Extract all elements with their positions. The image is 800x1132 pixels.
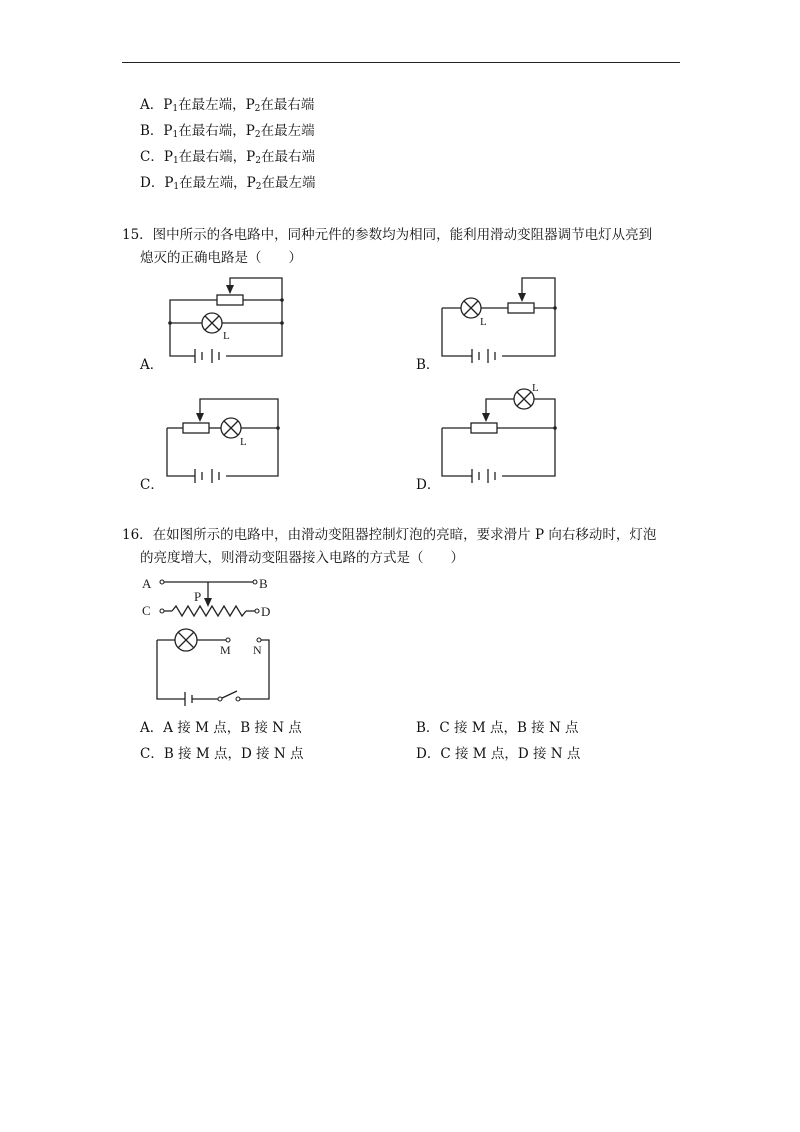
circuit-d-label: D． bbox=[416, 477, 441, 493]
terminal-d-label: D bbox=[261, 604, 271, 619]
circuit-c-label: C． bbox=[140, 477, 164, 493]
circuit-a-diagram bbox=[160, 275, 290, 370]
q14-option-c: C．$P_1$在最右端，$P_2$在最右端 bbox=[140, 149, 315, 166]
slider-arrow-icon bbox=[196, 413, 204, 422]
slider-arrow-icon bbox=[482, 413, 490, 422]
circuit-c-diagram bbox=[160, 395, 290, 490]
q15-stem-line2: 熄灭的正确电路是（ ） bbox=[140, 250, 302, 266]
terminal-a-label: A bbox=[142, 576, 152, 591]
circuit-b-label: B． bbox=[416, 357, 440, 373]
circuit-b-diagram bbox=[440, 275, 570, 370]
q15-stem-line1: 15．图中所示的各电路中，同种元件的参数均为相同，能利用滑动变阻器调节电灯从亮到 bbox=[122, 227, 653, 243]
point-n-label: N bbox=[253, 643, 262, 657]
q16-circuit-diagram bbox=[140, 573, 290, 708]
slider-p-label: P bbox=[194, 589, 202, 604]
q14-option-a: A．$P_1$在最左端，$P_2$在最右端 bbox=[140, 97, 315, 114]
lamp-label: L bbox=[480, 316, 487, 328]
q16-option-c: C．B 接 M 点，D 接 N 点 bbox=[140, 746, 304, 762]
q14-option-d: D．$P_1$在最左端，$P_2$在最左端 bbox=[140, 175, 316, 192]
circuit-d-diagram bbox=[440, 382, 570, 490]
terminal-c-label: C bbox=[142, 603, 151, 618]
q16-stem-line1: 16．在如图所示的电路中，由滑动变阻器控制灯泡的亮暗，要求滑片 P 向右移动时，灯泡 bbox=[122, 527, 657, 543]
circuit-a-label: A． bbox=[140, 357, 164, 373]
header-rule bbox=[122, 62, 680, 63]
slider-arrow-icon bbox=[204, 598, 212, 607]
q16-stem-line2: 的亮度增大，则滑动变阻器接入电路的方式是（ ） bbox=[140, 550, 464, 566]
q16-option-d: D．C 接 M 点，D 接 N 点 bbox=[416, 746, 581, 762]
q16-option-b: B．C 接 M 点，B 接 N 点 bbox=[416, 720, 579, 736]
q14-option-b: B．$P_1$在最右端，$P_2$在最左端 bbox=[140, 123, 315, 140]
q16-option-a: A．A 接 M 点，B 接 N 点 bbox=[140, 720, 302, 736]
lamp-label: L bbox=[223, 330, 230, 342]
lamp-label: L bbox=[532, 382, 539, 394]
lamp-label: L bbox=[240, 436, 247, 448]
slider-arrow-icon bbox=[226, 285, 234, 294]
point-m-label: M bbox=[220, 643, 231, 657]
terminal-b-label: B bbox=[259, 576, 268, 591]
slider-arrow-icon bbox=[518, 293, 526, 302]
